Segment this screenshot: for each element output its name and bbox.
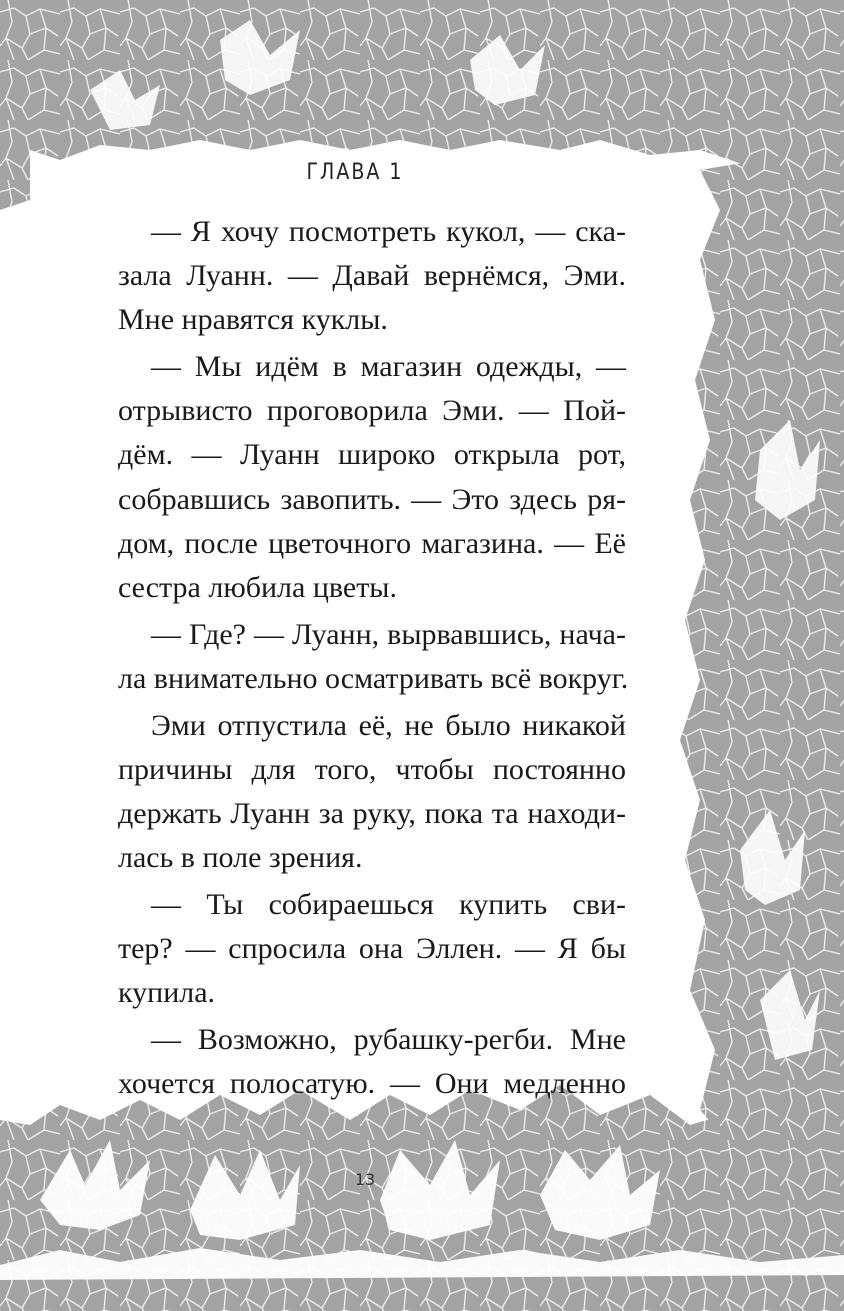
- text-line: причины для того, чтобы постоянно: [118, 752, 626, 786]
- text-line: Мне нравятся куклы.: [118, 303, 388, 337]
- text-line: Эми отпустила её, не было никакой: [151, 708, 626, 742]
- paragraph: [118, 883, 626, 1016]
- text-line: дём. — Луанн широко открыла рот,: [118, 438, 626, 472]
- text-line: хочется полосатую. — Они медленно: [118, 1067, 626, 1101]
- body-text: [118, 210, 629, 1109]
- text-line: отрывисто проговорила Эми. — Пой-: [118, 394, 626, 428]
- text-line: — Мы идём в магазин одежды, —: [151, 350, 626, 384]
- text-line: — Я хочу посмотреть кукол, — ска-: [151, 215, 626, 248]
- text-line: ла внимательно осматривать всё вокруг.: [118, 661, 629, 695]
- text-line: собравшись завопить. — Это здесь ря-: [118, 482, 626, 516]
- text-line: лась в поле зрения.: [118, 841, 363, 875]
- paragraph: [118, 613, 629, 701]
- text-line: — Ты собираешься купить сви-: [151, 887, 626, 921]
- paragraph: [118, 704, 626, 881]
- page-number: 13: [354, 1170, 376, 1189]
- text-line: тер? — спросила она Эллен. — Я бы: [118, 932, 626, 965]
- paragraph: [118, 1018, 626, 1106]
- paragraph: [118, 210, 626, 343]
- text-line: сестра любила цветы.: [118, 571, 397, 604]
- text-line: — Где? — Луанн, вырвавшись, нача-: [151, 617, 626, 651]
- text-line: — Возможно, рубашку-регби. Мне: [151, 1022, 626, 1056]
- text-line: держать Луанн за руку, пока та находи-: [118, 796, 626, 830]
- text-line: зала Луанн. — Давай вернёмся, Эми.: [118, 259, 626, 293]
- text-line: купила.: [118, 976, 216, 1010]
- text-line: дом, после цветочного магазина. — Её: [118, 526, 626, 560]
- paragraph: [118, 345, 626, 610]
- chapter-heading: ГЛАВА 1: [306, 159, 404, 185]
